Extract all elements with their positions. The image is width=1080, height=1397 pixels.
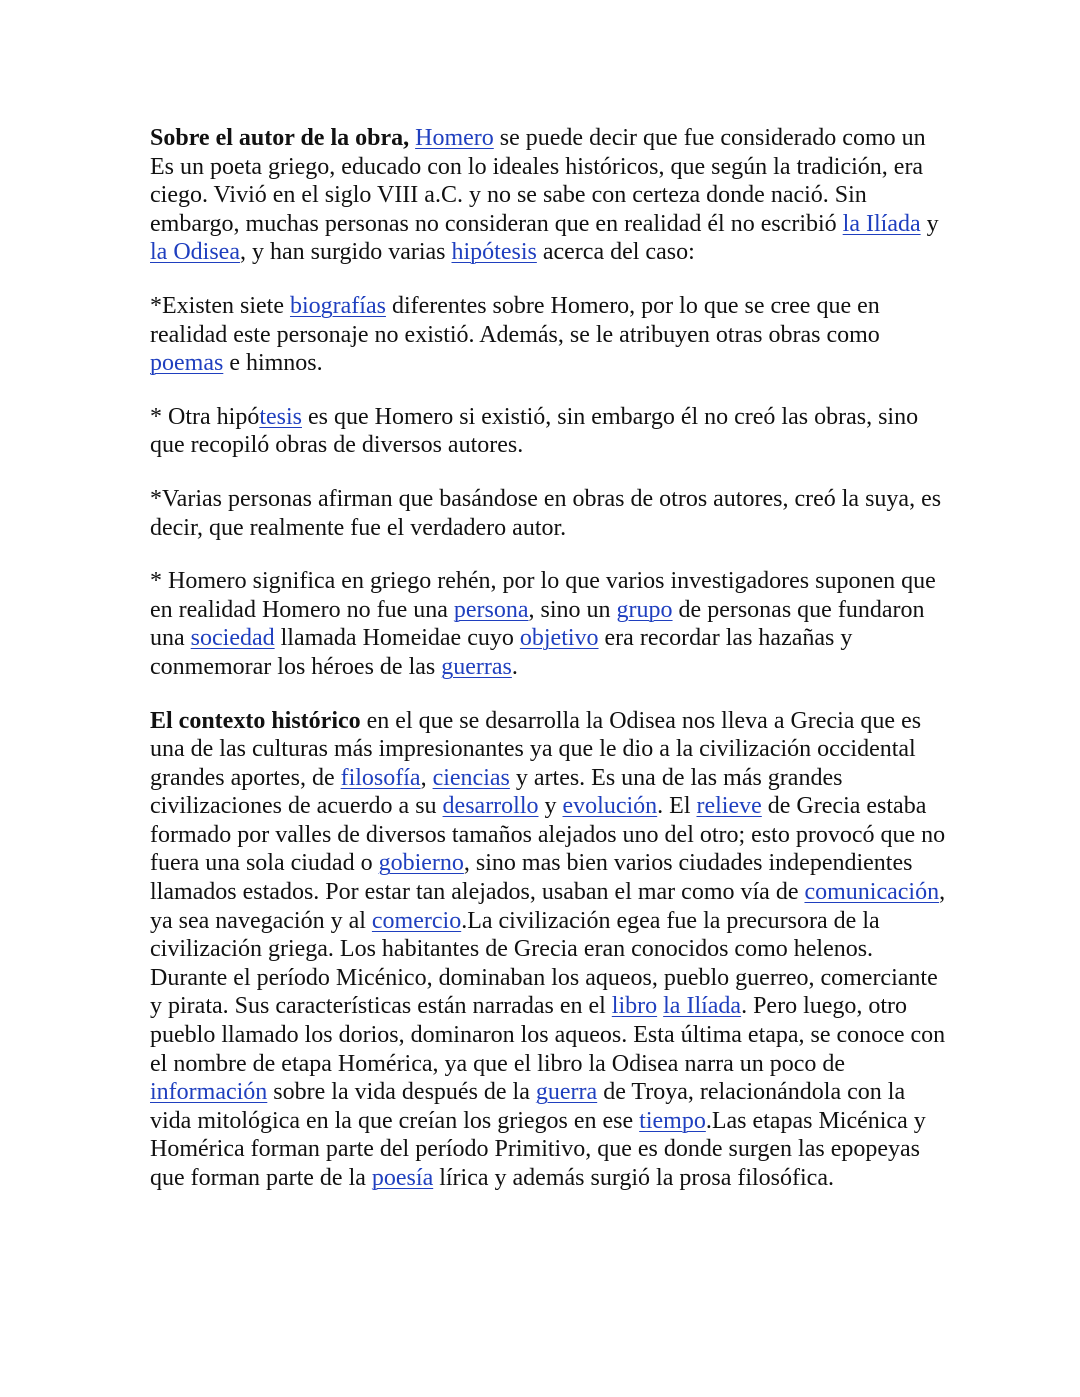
link-la-odisea[interactable]: la Odisea xyxy=(150,239,240,266)
link-comercio[interactable]: comercio xyxy=(371,907,462,934)
text-run: diferentes sobre Homero, por lo que se cree que en realidad este personaje no existió. Además, se le atribuyen otras obras como xyxy=(150,292,880,348)
link-comunicación[interactable]: comunicación xyxy=(804,879,940,906)
link-desarrollo[interactable]: desarrollo xyxy=(442,793,539,820)
text-run: acerca del caso: xyxy=(536,239,695,266)
text-run: y xyxy=(538,793,563,820)
paragraph-historical-context xyxy=(150,707,950,1193)
text-run: sobre la vida después de la xyxy=(267,1079,536,1106)
link-la-ilíada[interactable]: la Ilíada xyxy=(842,210,921,237)
text-run: , y han surgido varias xyxy=(239,239,452,266)
text-run: *Existen siete xyxy=(150,292,290,319)
text-run: se puede decir que fue considerado como un Es un poeta griego, educado con lo ideales históricos, que según la tradición, era ciego. Vivió en el siglo VIII a.C. y no se sabe con certeza donde nació. Sin embargo, muchas personas no consideran que en realidad él no escribió xyxy=(150,125,926,237)
text-run: . xyxy=(511,653,518,680)
text-run: es que Homero si existió, sin embargo él no creó las obras, sino que recopiló obras de diversos autores. xyxy=(150,403,919,459)
text-run: . Pero luego, otro pueblo llamado los dorios, dominaron los aqueos. Esta última etapa, se conoce con el nombre de etapa Homérica, ya que el libro la Odisea narra un poco de xyxy=(150,993,946,1077)
link-información[interactable]: información xyxy=(150,1079,268,1106)
link-persona[interactable]: persona xyxy=(453,596,529,623)
text-run: , sino un xyxy=(528,596,617,623)
link-gobierno[interactable]: gobierno xyxy=(378,850,464,877)
link-filosofía[interactable]: filosofía xyxy=(340,764,421,791)
text-run: * Otra hipó xyxy=(150,403,260,430)
text-run: , xyxy=(420,764,433,791)
paragraph-hypothesis-hostage xyxy=(150,567,950,681)
text-run: *Varias personas afirman que basándose en obras de otros autores, creó la suya, es decir, que realmente fue el verdadero autor. xyxy=(150,485,942,541)
text-run: llamada Homeidae cuyo xyxy=(274,625,520,652)
link-evolución[interactable]: evolución xyxy=(562,793,658,820)
paragraph-author xyxy=(150,124,950,267)
document-body xyxy=(150,124,950,1218)
text-run: lírica y además surgió la prosa filosófica. xyxy=(433,1165,834,1191)
text-run: , ya sea navegación y al xyxy=(150,879,946,934)
bold-lead-text: El contexto histórico xyxy=(150,707,361,734)
text-run: . El xyxy=(657,793,697,820)
text-run: * Homero significa en griego rehén, por lo que varios investigadores suponen que en realidad Homero no fue una xyxy=(150,568,936,623)
text-run: de Troya, relacionándola con la vida mitológica en la que creían los griegos en ese xyxy=(150,1079,906,1134)
text-run: .Las etapas Micénica y Homérica forman parte del período Primitivo, que es donde surgen las epopeyas que forman parte de la xyxy=(150,1107,926,1191)
link-relieve[interactable]: relieve xyxy=(696,793,762,820)
link-ciencias[interactable]: ciencias xyxy=(432,764,510,791)
text-run: de personas que fundaron una xyxy=(150,596,925,652)
link-guerra[interactable]: guerra xyxy=(535,1079,598,1106)
paragraph-hypothesis-compiler xyxy=(150,403,950,460)
link-objetivo[interactable]: objetivo xyxy=(519,625,599,652)
text-run: en el que se desarrolla la Odisea nos lleva a Grecia que es una de las culturas más impresionantes ya que le dio a la civilización occidental grandes aportes, de xyxy=(150,707,922,791)
link-libro[interactable]: libro xyxy=(611,993,658,1020)
link-poesía[interactable]: poesía xyxy=(371,1165,434,1191)
text-run: e himnos. xyxy=(223,350,323,377)
link-sociedad[interactable]: sociedad xyxy=(190,625,275,652)
paragraph-hypothesis-biographies xyxy=(150,292,950,378)
text-run: .La civilización egea fue la precursora de la civilización griega. Los habitantes de Grecia eran conocidos como helenos. Durante el período Micénico, dominaban los aqueos, pueblo guerreo, comerciante y pirata. Sus características están narradas en el xyxy=(150,907,938,1020)
link-homero[interactable]: Homero xyxy=(415,125,494,151)
link-la-ilíada[interactable]: la Ilíada xyxy=(663,993,742,1020)
text-run: y artes. Es una de las más grandes civilizaciones de acuerdo a su xyxy=(150,764,843,820)
text-run: era recordar las hazañas y conmemorar los héroes de las xyxy=(150,625,853,680)
link-poemas[interactable]: poemas xyxy=(150,350,224,377)
bold-lead-text: Sobre el autor de la obra, xyxy=(150,125,410,151)
text-run: de Grecia estaba formado por valles de diversos tamaños alejados uno del otro; esto provocó que no fuera una sola ciudad o xyxy=(150,793,946,877)
link-guerras[interactable]: guerras xyxy=(441,653,512,680)
link-hipótesis[interactable]: hipótesis xyxy=(451,239,537,266)
link-grupo[interactable]: grupo xyxy=(616,596,673,623)
paragraph-hypothesis-true-author xyxy=(150,485,950,542)
link-biografías[interactable]: biografías xyxy=(289,292,386,319)
text-run: y xyxy=(920,210,939,237)
link-tesis[interactable]: tesis xyxy=(259,403,302,430)
link-tiempo[interactable]: tiempo xyxy=(639,1107,706,1134)
text-run: , sino mas bien varios ciudades independientes llamados estados. Por estar tan alejados, usaban el mar como vía de xyxy=(150,850,913,906)
